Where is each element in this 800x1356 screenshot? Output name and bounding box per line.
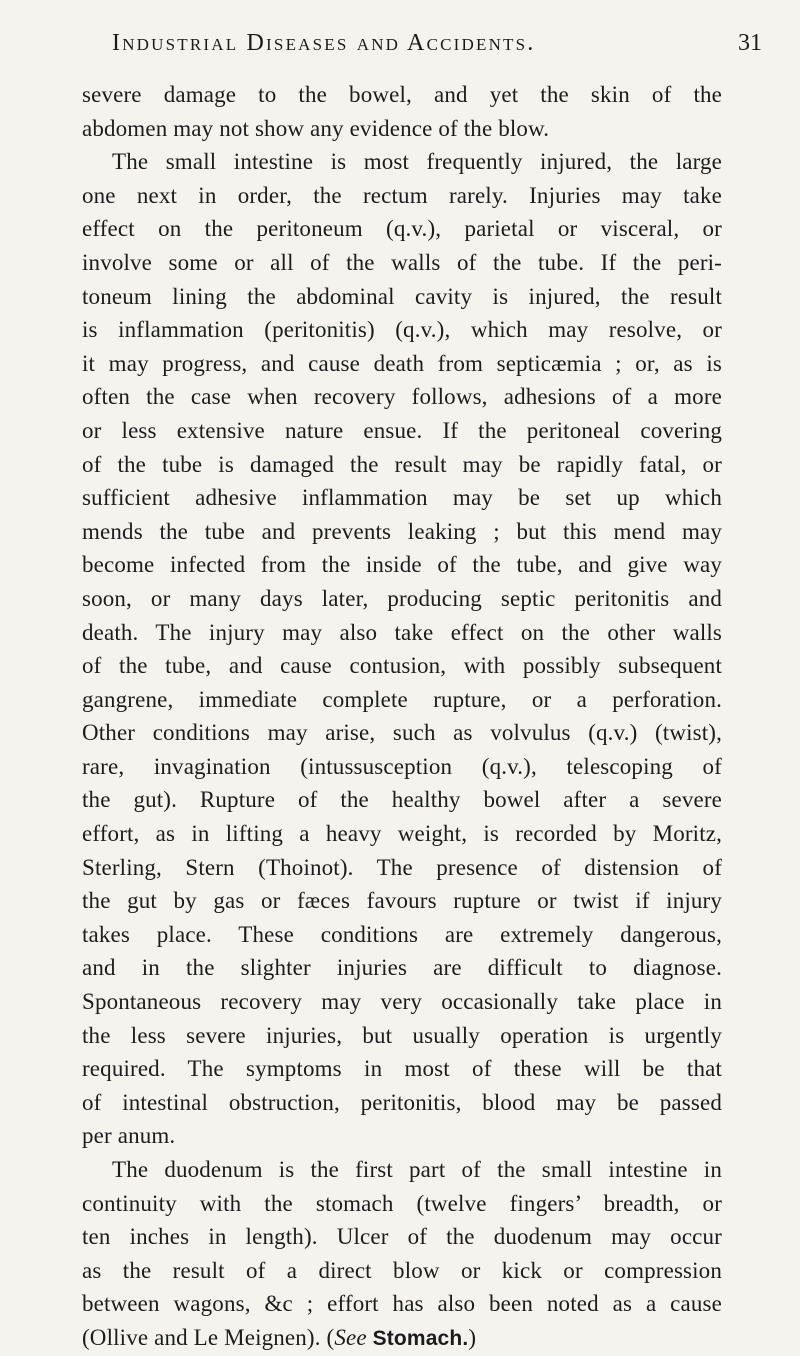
text-line: Other conditions may arise, such as volvulus (q.v.) (twist), [82, 720, 722, 746]
text-line: involve some or all of the walls of the tube. If the peri- [82, 249, 722, 275]
text-line: per anum. [82, 1123, 176, 1149]
text-line: gangrene, immediate complete rupture, or a perforation. [82, 686, 722, 712]
text-line: continuity with the stomach (twelve fingers’ breadth, or [82, 1190, 722, 1216]
text-line: The small intestine is most frequently injured, the large [112, 149, 722, 175]
text-line: it may progress, and cause death from septicæmia ; or, as is [82, 350, 722, 376]
text-line: the gut by gas or fæces favours rupture or twist if injury [82, 888, 722, 914]
text-line: death. The injury may also take effect on the other walls [82, 619, 722, 645]
text-line: Sterling, Stern (Thoinot). The presence of distension of [82, 854, 722, 880]
running-title: Industrial Diseases and Accidents. [112, 30, 536, 56]
text-line: often the case when recovery follows, adhesions of a more [82, 384, 722, 410]
text-line: the gut). Rupture of the healthy bowel after a severe [82, 787, 722, 813]
text-line: mends the tube and prevents leaking ; but this mend may [82, 518, 722, 544]
text-line: between wagons, &c ; effort has also been noted as a cause [82, 1291, 722, 1317]
text-line: takes place. These conditions are extremely dangerous, [82, 921, 722, 947]
text-line: The duodenum is the first part of the small intestine in [112, 1157, 722, 1182]
text-line: effect on the peritoneum (q.v.), parietal or visceral, or [82, 216, 722, 242]
text-line: one next in order, the rectum rarely. Injuries may take [82, 182, 722, 208]
closing-paren: ) [468, 1324, 477, 1350]
text-line: of the tube is damaged the result may be rapidly fatal, or [82, 451, 722, 477]
text-line: effort, as in lifting a heavy weight, is recorded by Moritz, [82, 821, 722, 847]
text-line: abdomen may not show any evidence of the blow. [82, 115, 550, 141]
text-line: of intestinal obstruction, peritonitis, blood may be passed [82, 1089, 722, 1115]
text-line: Spontaneous recovery may very occasionally take place in [82, 989, 722, 1015]
running-header [112, 30, 762, 70]
page-number: 31 [738, 30, 762, 56]
text-line: severe damage to the bowel, and yet the skin of the [82, 82, 722, 107]
text-line: and in the slighter injuries are difficult to diagnose. [82, 955, 722, 981]
body-text [82, 78, 722, 1355]
text-line: or less extensive nature ensue. If the peritoneal covering [82, 417, 722, 443]
text-line: required. The symptoms in most of these will be that [82, 1056, 722, 1082]
see-reference: See [334, 1324, 367, 1350]
text-line: as the result of a direct blow or kick or compression [82, 1257, 722, 1283]
cross-reference-stomach: Stomach. [372, 1326, 469, 1350]
text-line: of the tube, and cause contusion, with possibly subsequent [82, 653, 722, 679]
text-line: sufficient adhesive inflammation may be set up which [82, 485, 722, 511]
text-line: soon, or many days later, producing septic peritonitis and [82, 585, 722, 611]
text-line: become infected from the inside of the tube, and give way [82, 552, 722, 578]
final-text-line [82, 1321, 722, 1355]
text-line: ten inches in length). Ulcer of the duodenum may occur [82, 1224, 722, 1250]
text-line: rare, invagination (intussusception (q.v.), telescoping of [82, 753, 722, 779]
text-line: the less severe injuries, but usually operation is urgently [82, 1022, 722, 1048]
text-line: is inflammation (peritonitis) (q.v.), which may resolve, or [82, 317, 722, 343]
text-line: toneum lining the abdominal cavity is injured, the result [82, 283, 722, 309]
citation-text: (Ollive and Le Meignen). ( [82, 1324, 335, 1350]
